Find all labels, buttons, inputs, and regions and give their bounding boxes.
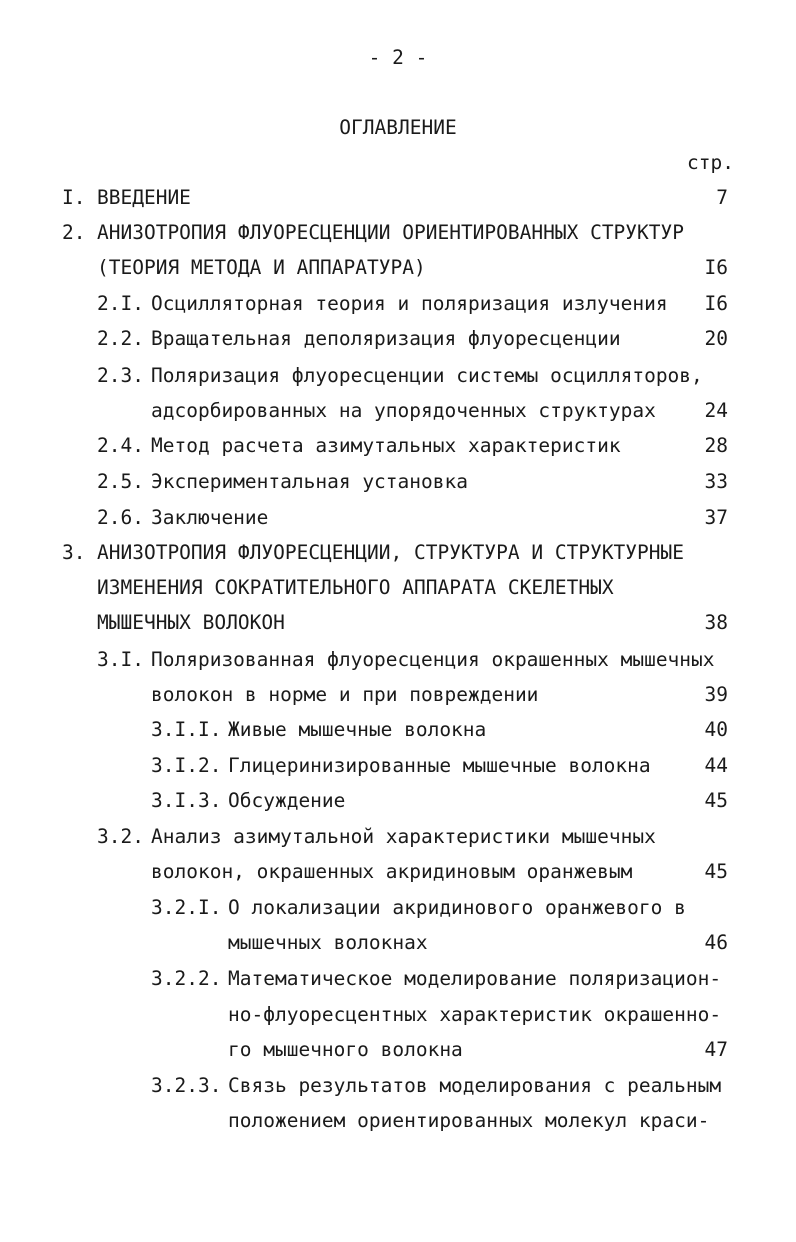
toc-entry-page: 45	[704, 860, 728, 883]
toc-entry-number: 2.5.	[97, 470, 144, 493]
toc-entry-number: 3.2.2.	[151, 967, 222, 990]
toc-entry-title: адсорбированных на упорядоченных структурах	[151, 399, 656, 422]
toc-entry-number: 3.2.I.	[151, 896, 222, 919]
toc-entry-title: но-флуоресцентных характеристик окрашенно-	[228, 1003, 722, 1026]
toc-entry-number: 3.I.	[97, 648, 144, 671]
toc-entry-number: 3.I.3.	[151, 789, 222, 812]
toc-entry-page: 45	[704, 789, 728, 812]
toc-entry-title: Поляризованная флуоресценция окрашенных мышечных	[151, 648, 715, 671]
toc-entry-number: 3.I.2.	[151, 754, 222, 777]
toc-entry-number: 3.2.	[97, 825, 144, 848]
toc-entry-number: 3.2.3.	[151, 1074, 222, 1097]
toc-entry-title: О локализации акридинового оранжевого в	[228, 896, 686, 919]
toc-entry-title: Поляризация флуоресценции системы осцилляторов,	[151, 364, 703, 387]
toc-entry-number: 2.2.	[97, 327, 144, 350]
toc-entry-page: 47	[704, 1038, 728, 1061]
toc-entry-page: 20	[704, 327, 728, 350]
toc-entry-title: АНИЗОТРОПИЯ ФЛУОРЕСЦЕНЦИИ ОРИЕНТИРОВАННЫХ СТРУКТУР	[97, 221, 684, 244]
toc-entry-title: ВВЕДЕНИЕ	[97, 186, 191, 209]
toc-entry-title: Обсуждение	[228, 789, 346, 812]
toc-entry-title: положением ориентированных молекул краси-	[228, 1109, 710, 1132]
toc-entry-title: (ТЕОРИЯ МЕТОДА И АППАРАТУРА)	[97, 256, 426, 279]
page-number: - 2 -	[368, 46, 428, 69]
toc-entry-title: Связь результатов моделирования с реальным	[228, 1074, 722, 1097]
toc-entry-number: 2.4.	[97, 434, 144, 457]
toc-heading: ОГЛАВЛЕНИЕ	[339, 116, 457, 139]
toc-entry-title: волокон, окрашенных акридиновым оранжевым	[151, 860, 633, 883]
toc-entry-page: 37	[704, 506, 728, 529]
toc-entry-title: МЫШЕЧНЫХ ВОЛОКОН	[97, 611, 285, 634]
toc-entry-page: 44	[704, 754, 728, 777]
toc-entry-number: 2.I.	[97, 292, 144, 315]
toc-entry-page: 40	[704, 718, 728, 741]
toc-entry-number: 2.	[62, 221, 86, 244]
toc-entry-title: Метод расчета азимутальных характеристик	[151, 434, 621, 457]
toc-entry-page: I6	[704, 256, 728, 279]
toc-entry-number: I.	[62, 186, 86, 209]
toc-entry-title: волокон в норме и при повреждении	[151, 683, 539, 706]
toc-entry-number: 3.I.I.	[151, 718, 222, 741]
toc-entry-number: 3.	[62, 541, 86, 564]
toc-entry-page: 24	[704, 399, 728, 422]
toc-entry-number: 2.3.	[97, 364, 144, 387]
toc-entry-title: Заключение	[151, 506, 269, 529]
toc-entry-title: Вращательная деполяризация флуоресценции	[151, 327, 621, 350]
toc-entry-title: Анализ азимутальной характеристики мышечных	[151, 825, 656, 848]
toc-entry-title: Осцилляторная теория и поляризация излучения	[151, 292, 668, 315]
toc-entry-page: 39	[704, 683, 728, 706]
toc-entry-page: I6	[704, 292, 728, 315]
toc-entry-title: АНИЗОТРОПИЯ ФЛУОРЕСЦЕНЦИИ, СТРУКТУРА И СТРУКТУРНЫЕ	[97, 541, 684, 564]
toc-entry-title: мышечных волокнах	[228, 931, 428, 954]
toc-entry-page: 38	[704, 611, 728, 634]
toc-entry-title: Глицеринизированные мышечные волокна	[228, 754, 651, 777]
toc-entry-number: 2.6.	[97, 506, 144, 529]
page-column-label: стр.	[687, 151, 734, 174]
toc-entry-title: ИЗМЕНЕНИЯ СОКРАТИТЕЛЬНОГО АППАРАТА СКЕЛЕТНЫХ	[97, 576, 614, 599]
toc-entry-title: го мышечного волокна	[228, 1038, 463, 1061]
toc-entry-page: 7	[716, 186, 728, 209]
toc-entry-title: Математическое моделирование поляризацион-	[228, 967, 722, 990]
toc-entry-page: 28	[704, 434, 728, 457]
toc-entry-page: 46	[704, 931, 728, 954]
toc-entry-page: 33	[704, 470, 728, 493]
toc-entry-title: Экспериментальная установка	[151, 470, 468, 493]
toc-entry-title: Живые мышечные волокна	[228, 718, 487, 741]
